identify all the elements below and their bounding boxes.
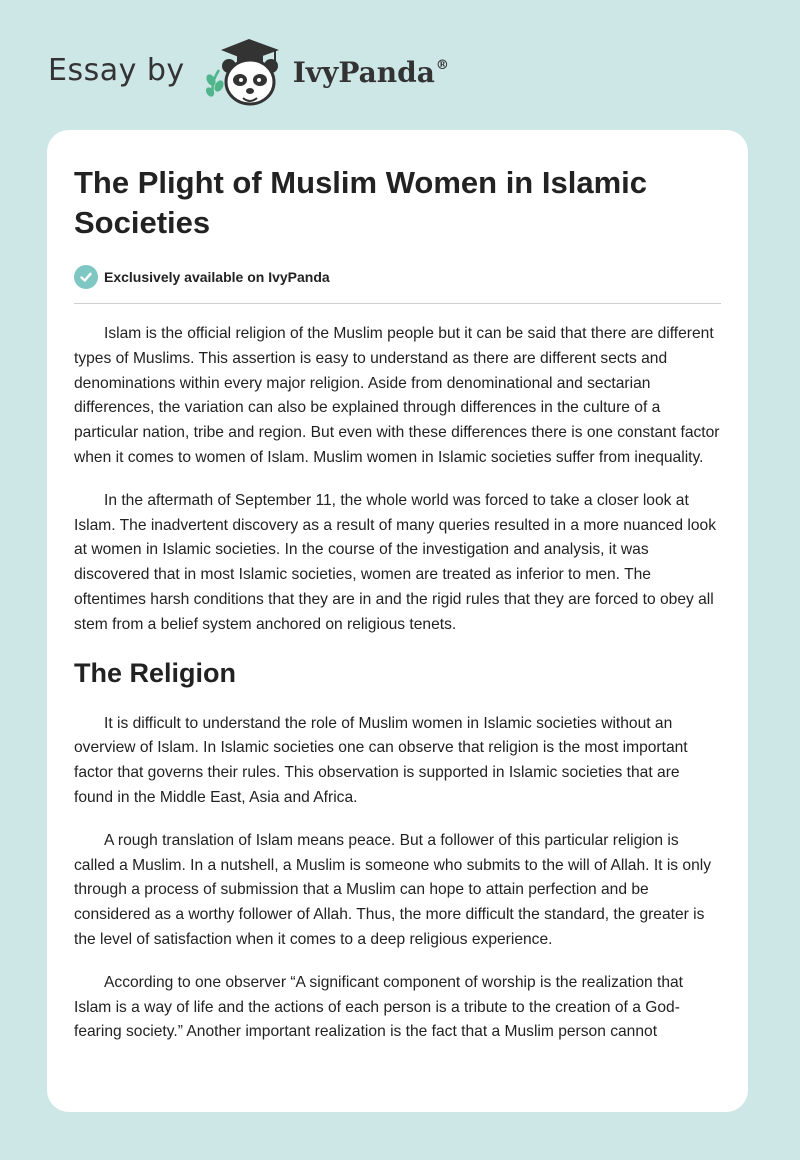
section-heading: The Religion	[74, 657, 236, 688]
panda-graduate-icon	[199, 36, 289, 108]
paragraph-intro-1: Islam is the official religion of the Muslim people but it can be said that there are different types of Muslims. This assertion is easy to understand as there are different sects and denominations within every major religion. Aside from denominational and sectarian differences, the variation can also be explained through differences in the culture of a particular nation, tribe and region. But even with these differences there is one constant factor when it comes to women of Islam. Muslim women in Islamic societies suffer from inequality.	[74, 325, 720, 466]
paragraph-religion-1: It is difficult to understand the role of Muslim women in Islamic societies without an overview of Islam. In Islamic societies one can observe that religion is the most important factor that governs their rules. This observation is supported in Islamic societies that are found in the Middle East, Asia and Africa.	[74, 714, 688, 806]
essay-title: The Plight of Muslim Women in Islamic Societies	[74, 165, 647, 240]
check-icon	[74, 265, 98, 289]
badge-label: Exclusively available on IvyPanda	[104, 269, 330, 285]
essay-by-label: Essay by	[48, 52, 185, 88]
exclusive-badge	[74, 263, 721, 291]
registered-mark: ®	[435, 57, 449, 73]
divider	[74, 303, 721, 304]
essay-card	[47, 130, 748, 1112]
site-header	[48, 36, 449, 108]
paragraph-religion-2: A rough translation of Islam means peace. But a follower of this particular religion is called a Muslim. In a nutshell, a Muslim is someone who submits to the will of Allah. It is only through a process of submission that a Muslim can hope to attain perfection and be considered as a worthy follower of Allah. Thus, the more difficult the standard, the greater is the level of satisfaction when it comes to a deep religious experience.	[74, 831, 712, 948]
brand-name: IvyPanda®	[292, 55, 449, 89]
paragraph-religion-3: According to one observer “A significant component of worship is the realization that Islam is a way of life and the actions of each person is a tribute to the creation of a God-fearing society.” Another important realization is the fact that a Muslim person cannot	[74, 973, 684, 1041]
paragraph-intro-2: In the aftermath of September 11, the whole world was forced to take a closer look at Islam. The inadvertent discovery as a result of many queries resulted in a more nuanced look at women in Islamic societies. In the course of the investigation and analysis, it was discovered that in most Islamic societies, women are treated as inferior to men. The oftentimes harsh conditions that they are in and the rigid rules that they are forced to obey all stem from a belief system anchored on religious tenets.	[74, 491, 716, 633]
